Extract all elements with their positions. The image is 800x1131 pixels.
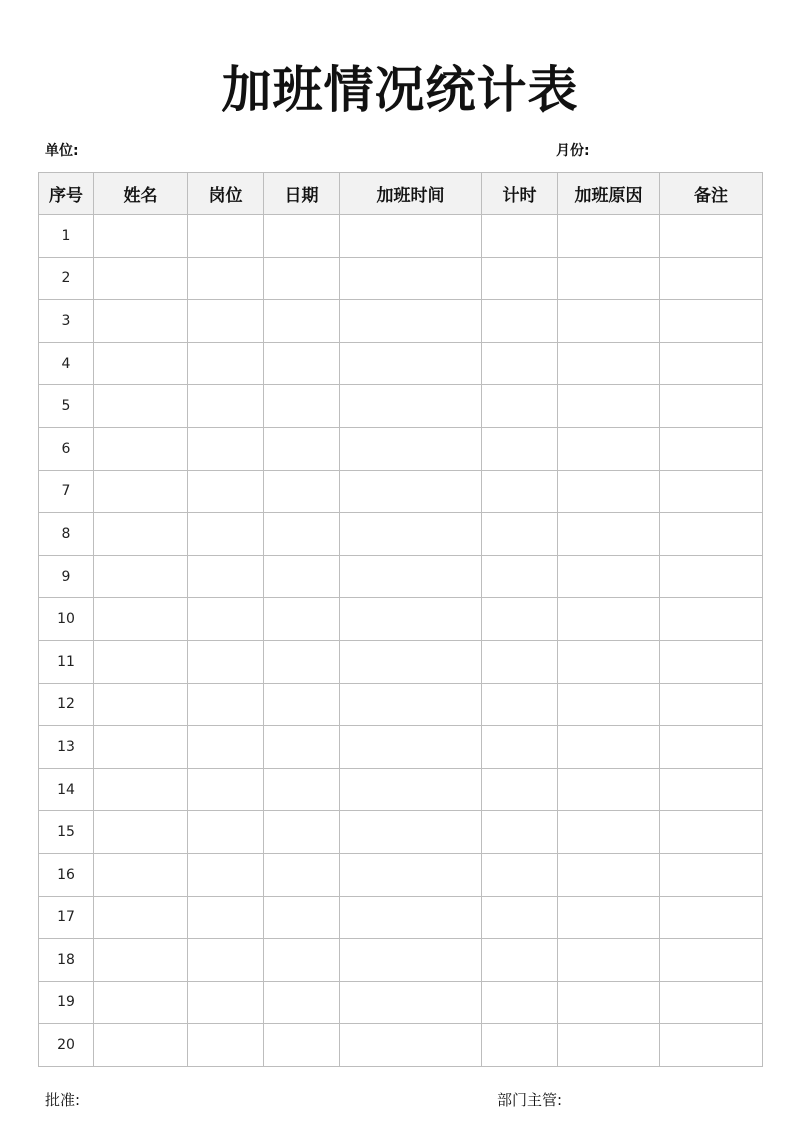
header-hours: 计时 (482, 173, 558, 215)
remarks-cell[interactable] (660, 768, 763, 811)
position-cell[interactable] (188, 981, 264, 1024)
position-cell[interactable] (188, 427, 264, 470)
row-index: 16 (39, 853, 94, 896)
overtime-time-cell[interactable] (340, 726, 482, 769)
hours-cell[interactable] (482, 853, 558, 896)
table-row (39, 683, 763, 726)
hours-cell[interactable] (482, 513, 558, 556)
row-index: 12 (39, 683, 94, 726)
date-cell[interactable] (264, 427, 340, 470)
position-cell[interactable] (188, 683, 264, 726)
table-row (39, 470, 763, 513)
position-cell[interactable] (188, 513, 264, 556)
name-cell[interactable] (94, 683, 188, 726)
row-index: 18 (39, 939, 94, 982)
table-row (39, 257, 763, 300)
remarks-cell[interactable] (660, 853, 763, 896)
date-cell[interactable] (264, 811, 340, 854)
table-body (39, 215, 763, 1067)
position-cell[interactable] (188, 385, 264, 428)
overtime-time-cell[interactable] (340, 470, 482, 513)
remarks-cell[interactable] (660, 896, 763, 939)
position-cell[interactable] (188, 555, 264, 598)
reason-cell[interactable] (558, 257, 660, 300)
reason-cell[interactable] (558, 427, 660, 470)
position-cell[interactable] (188, 853, 264, 896)
row-index: 20 (39, 1024, 94, 1067)
hours-cell[interactable] (482, 768, 558, 811)
hours-cell[interactable] (482, 215, 558, 258)
overtime-table (38, 172, 763, 1067)
reason-cell[interactable] (558, 768, 660, 811)
row-index: 13 (39, 726, 94, 769)
table-row (39, 598, 763, 641)
hours-cell[interactable] (482, 342, 558, 385)
name-cell[interactable] (94, 853, 188, 896)
overtime-time-cell[interactable] (340, 811, 482, 854)
remarks-cell[interactable] (660, 215, 763, 258)
remarks-cell[interactable] (660, 342, 763, 385)
reason-cell[interactable] (558, 513, 660, 556)
row-index: 6 (39, 427, 94, 470)
overtime-time-cell[interactable] (340, 215, 482, 258)
position-cell[interactable] (188, 470, 264, 513)
hours-cell[interactable] (482, 470, 558, 513)
hours-cell[interactable] (482, 300, 558, 343)
remarks-cell[interactable] (660, 981, 763, 1024)
position-cell[interactable] (188, 342, 264, 385)
row-index: 10 (39, 598, 94, 641)
reason-cell[interactable] (558, 811, 660, 854)
reason-cell[interactable] (558, 896, 660, 939)
overtime-time-cell[interactable] (340, 853, 482, 896)
overtime-time-cell[interactable] (340, 1024, 482, 1067)
row-index: 5 (39, 385, 94, 428)
row-index: 15 (39, 811, 94, 854)
header-index: 序号 (39, 173, 94, 215)
reason-cell[interactable] (558, 470, 660, 513)
overtime-time-cell[interactable] (340, 768, 482, 811)
unit-label: 单位: (45, 143, 79, 159)
row-index: 11 (39, 640, 94, 683)
date-cell[interactable] (264, 939, 340, 982)
overtime-time-cell[interactable] (340, 427, 482, 470)
table-row (39, 896, 763, 939)
reason-cell[interactable] (558, 726, 660, 769)
overtime-time-cell[interactable] (340, 513, 482, 556)
page-title: 加班情况统计表 (221, 61, 579, 119)
name-cell[interactable] (94, 896, 188, 939)
table-row (39, 555, 763, 598)
position-cell[interactable] (188, 811, 264, 854)
position-cell[interactable] (188, 215, 264, 258)
row-index: 14 (39, 768, 94, 811)
name-cell[interactable] (94, 300, 188, 343)
position-cell[interactable] (188, 300, 264, 343)
position-cell[interactable] (188, 939, 264, 982)
remarks-cell[interactable] (660, 640, 763, 683)
date-cell[interactable] (264, 683, 340, 726)
name-cell[interactable] (94, 555, 188, 598)
name-cell[interactable] (94, 726, 188, 769)
position-cell[interactable] (188, 598, 264, 641)
name-cell[interactable] (94, 640, 188, 683)
remarks-cell[interactable] (660, 811, 763, 854)
reason-cell[interactable] (558, 683, 660, 726)
row-index: 2 (39, 257, 94, 300)
table-row (39, 768, 763, 811)
table-row (39, 385, 763, 428)
overtime-time-cell[interactable] (340, 939, 482, 982)
remarks-cell[interactable] (660, 1024, 763, 1067)
table-row (39, 513, 763, 556)
table-row (39, 640, 763, 683)
hours-cell[interactable] (482, 555, 558, 598)
date-cell[interactable] (264, 300, 340, 343)
name-cell[interactable] (94, 768, 188, 811)
overtime-time-cell[interactable] (340, 385, 482, 428)
hours-cell[interactable] (482, 981, 558, 1024)
date-cell[interactable] (264, 1024, 340, 1067)
name-cell[interactable] (94, 811, 188, 854)
name-cell[interactable] (94, 342, 188, 385)
overtime-time-cell[interactable] (340, 981, 482, 1024)
overtime-time-cell[interactable] (340, 342, 482, 385)
table-row (39, 939, 763, 982)
remarks-cell[interactable] (660, 555, 763, 598)
date-cell[interactable] (264, 981, 340, 1024)
date-cell[interactable] (264, 640, 340, 683)
remarks-cell[interactable] (660, 939, 763, 982)
reason-cell[interactable] (558, 981, 660, 1024)
date-cell[interactable] (264, 513, 340, 556)
name-cell[interactable] (94, 427, 188, 470)
position-cell[interactable] (188, 726, 264, 769)
table-row (39, 427, 763, 470)
remarks-cell[interactable] (660, 598, 763, 641)
table-row (39, 811, 763, 854)
header-reason: 加班原因 (558, 173, 660, 215)
row-index: 1 (39, 215, 94, 258)
reason-cell[interactable] (558, 385, 660, 428)
approve-label: 批准: (45, 1091, 81, 1109)
table-row (39, 342, 763, 385)
row-index: 19 (39, 981, 94, 1024)
reason-cell[interactable] (558, 555, 660, 598)
table-row (39, 981, 763, 1024)
remarks-cell[interactable] (660, 257, 763, 300)
date-cell[interactable] (264, 215, 340, 258)
row-index: 7 (39, 470, 94, 513)
name-cell[interactable] (94, 939, 188, 982)
name-cell[interactable] (94, 257, 188, 300)
remarks-cell[interactable] (660, 726, 763, 769)
name-cell[interactable] (94, 215, 188, 258)
hours-cell[interactable] (482, 726, 558, 769)
reason-cell[interactable] (558, 342, 660, 385)
remarks-cell[interactable] (660, 683, 763, 726)
row-index: 17 (39, 896, 94, 939)
header-overtime-time: 加班时间 (340, 173, 482, 215)
reason-cell[interactable] (558, 1024, 660, 1067)
date-cell[interactable] (264, 896, 340, 939)
reason-cell[interactable] (558, 939, 660, 982)
name-cell[interactable] (94, 470, 188, 513)
overtime-time-cell[interactable] (340, 257, 482, 300)
hours-cell[interactable] (482, 598, 558, 641)
reason-cell[interactable] (558, 853, 660, 896)
position-cell[interactable] (188, 257, 264, 300)
date-cell[interactable] (264, 385, 340, 428)
position-cell[interactable] (188, 768, 264, 811)
hours-cell[interactable] (482, 257, 558, 300)
header-position: 岗位 (188, 173, 264, 215)
hours-cell[interactable] (482, 385, 558, 428)
remarks-cell[interactable] (660, 470, 763, 513)
position-cell[interactable] (188, 1024, 264, 1067)
overtime-time-cell[interactable] (340, 640, 482, 683)
position-cell[interactable] (188, 896, 264, 939)
remarks-cell[interactable] (660, 300, 763, 343)
overtime-time-cell[interactable] (340, 300, 482, 343)
table-row (39, 1024, 763, 1067)
hours-cell[interactable] (482, 1024, 558, 1067)
date-cell[interactable] (264, 257, 340, 300)
hours-cell[interactable] (482, 811, 558, 854)
reason-cell[interactable] (558, 598, 660, 641)
reason-cell[interactable] (558, 215, 660, 258)
overtime-time-cell[interactable] (340, 683, 482, 726)
remarks-cell[interactable] (660, 427, 763, 470)
name-cell[interactable] (94, 513, 188, 556)
header-row (39, 173, 763, 215)
reason-cell[interactable] (558, 640, 660, 683)
name-cell[interactable] (94, 598, 188, 641)
hours-cell[interactable] (482, 896, 558, 939)
table-row (39, 215, 763, 258)
hours-cell[interactable] (482, 427, 558, 470)
supervisor-label: 部门主管: (497, 1091, 563, 1109)
date-cell[interactable] (264, 726, 340, 769)
date-cell[interactable] (264, 555, 340, 598)
date-cell[interactable] (264, 342, 340, 385)
overtime-time-cell[interactable] (340, 598, 482, 641)
date-cell[interactable] (264, 598, 340, 641)
header-name: 姓名 (94, 173, 188, 215)
row-index: 9 (39, 555, 94, 598)
date-cell[interactable] (264, 853, 340, 896)
month-label: 月份: (556, 143, 590, 159)
hours-cell[interactable] (482, 640, 558, 683)
reason-cell[interactable] (558, 300, 660, 343)
row-index: 3 (39, 300, 94, 343)
overtime-time-cell[interactable] (340, 896, 482, 939)
overtime-time-cell[interactable] (340, 555, 482, 598)
header-remarks: 备注 (660, 173, 763, 215)
date-cell[interactable] (264, 470, 340, 513)
table-row (39, 726, 763, 769)
header-date: 日期 (264, 173, 340, 215)
hours-cell[interactable] (482, 683, 558, 726)
table-row (39, 300, 763, 343)
table-row (39, 853, 763, 896)
name-cell[interactable] (94, 385, 188, 428)
row-index: 4 (39, 342, 94, 385)
date-cell[interactable] (264, 768, 340, 811)
row-index: 8 (39, 513, 94, 556)
remarks-cell[interactable] (660, 385, 763, 428)
hours-cell[interactable] (482, 939, 558, 982)
position-cell[interactable] (188, 640, 264, 683)
name-cell[interactable] (94, 1024, 188, 1067)
remarks-cell[interactable] (660, 513, 763, 556)
name-cell[interactable] (94, 981, 188, 1024)
